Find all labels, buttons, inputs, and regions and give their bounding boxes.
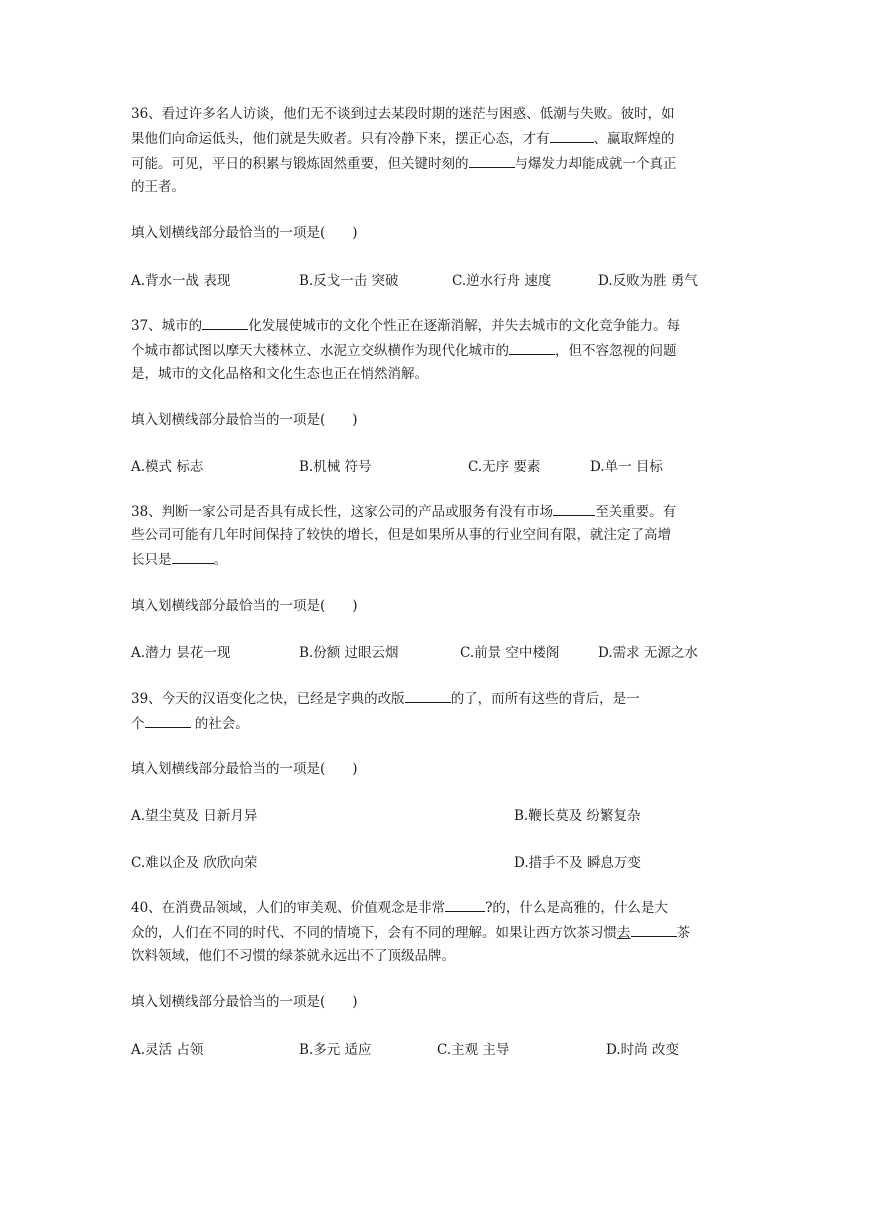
- question-line: 37、城市的 化发展使城市的文化个性正在逐渐消解，并失去城市的文化竞争能力。每: [131, 313, 731, 338]
- option-b[interactable]: B.机械 符号: [299, 459, 372, 475]
- option-b[interactable]: B.鞭长莫及 纷繁复杂: [514, 808, 641, 824]
- question-line: 39、今天的汉语变化之快，已经是字典的改版 的了，而所有这些的背后，是一: [131, 686, 731, 711]
- question-line: 个城市都试图以摩天大楼林立、水泥立交纵横作为现代化城市的 ，但不容忽视的问题: [131, 338, 731, 363]
- question-39-text: [131, 686, 731, 736]
- option-c[interactable]: C.主观 主导: [437, 1042, 510, 1058]
- question-line: 的王者。: [131, 179, 185, 195]
- question-38-instruction: 填入划横线部分最恰当的一项是( ): [131, 598, 358, 614]
- option-d[interactable]: D.措手不及 瞬息万变: [514, 855, 641, 871]
- option-c[interactable]: C.逆水行舟 速度: [452, 273, 552, 289]
- answer-blank: [172, 547, 214, 564]
- option-a[interactable]: A.背水一战 表现: [131, 273, 231, 289]
- answer-blank: [405, 686, 451, 703]
- option-a[interactable]: A.灵活 占领: [131, 1042, 204, 1058]
- answer-blank: [550, 126, 594, 143]
- option-c[interactable]: C.难以企及 欣欣向荣: [131, 855, 258, 871]
- answer-blank: [631, 920, 677, 937]
- option-a[interactable]: A.模式 标志: [131, 459, 204, 475]
- question-line: 可能。可见，平日的积累与锻炼固然重要，但关键时刻的 与爆发力却能成就一个真正: [131, 151, 731, 176]
- answer-blank: [553, 499, 595, 516]
- question-36-text: [131, 103, 731, 199]
- question-line: 个 的社会。: [131, 711, 731, 736]
- answer-blank: [445, 895, 485, 912]
- question-line: 长只是 。: [131, 547, 731, 572]
- question-38-text: [131, 499, 731, 572]
- option-d[interactable]: D.单一 目标: [590, 459, 663, 475]
- question-line: 众的，人们在不同的时代、不同的情境下，会有不同的理解。如果让西方饮茶习惯去 茶: [131, 920, 731, 945]
- option-d[interactable]: D.反败为胜 勇气: [598, 273, 698, 289]
- question-37-text: [131, 313, 731, 386]
- question-line: 饮料领域，他们不习惯的绿茶就永远出不了顶级品牌。: [131, 948, 455, 964]
- option-b[interactable]: B.多元 适应: [299, 1042, 372, 1058]
- answer-blank: [202, 313, 248, 330]
- option-c[interactable]: C.无序 要素: [468, 459, 541, 475]
- question-37-instruction: 填入划横线部分最恰当的一项是( ): [131, 412, 358, 428]
- question-40-text: [131, 895, 731, 968]
- question-line: 38、判断一家公司是否具有成长性，这家公司的产品或服务有没有市场 至关重要。有: [131, 499, 731, 524]
- option-c[interactable]: C.前景 空中楼阁: [460, 645, 560, 661]
- question-line: 些公司可能有几年时间保持了较快的增长，但是如果所从事的行业空间有限，就注定了高增: [131, 527, 671, 543]
- option-b[interactable]: B.份额 过眼云烟: [299, 645, 399, 661]
- question-line: 36、看过许多名人访谈，他们无不谈到过去某段时期的迷茫与困惑、低潮与失败。彼时，如: [131, 106, 675, 122]
- question-36-instruction: 填入划横线部分最恰当的一项是( ): [131, 225, 358, 241]
- answer-blank: [469, 151, 515, 168]
- option-a[interactable]: A.潜力 昙花一现: [131, 645, 231, 661]
- option-b[interactable]: B.反戈一击 突破: [299, 273, 399, 289]
- option-d[interactable]: D.需求 无源之水: [598, 645, 698, 661]
- answer-blank: [509, 338, 555, 355]
- answer-blank: [145, 711, 191, 728]
- question-line: 果他们向命运低头，他们就是失败者。只有冷静下来，摆正心态，才有 、赢取辉煌的: [131, 126, 731, 151]
- option-d[interactable]: D.时尚 改变: [606, 1042, 679, 1058]
- question-line: 是，城市的文化品格和文化生态也正在悄然消解。: [131, 366, 428, 382]
- question-line: 40、在消费品领域，人们的审美观、价值观念是非常 ?的，什么是高雅的，什么是大: [131, 895, 731, 920]
- question-39-instruction: 填入划横线部分最恰当的一项是( ): [131, 761, 358, 777]
- question-40-instruction: 填入划横线部分最恰当的一项是( ): [131, 994, 358, 1010]
- option-a[interactable]: A.望尘莫及 日新月异: [131, 808, 258, 824]
